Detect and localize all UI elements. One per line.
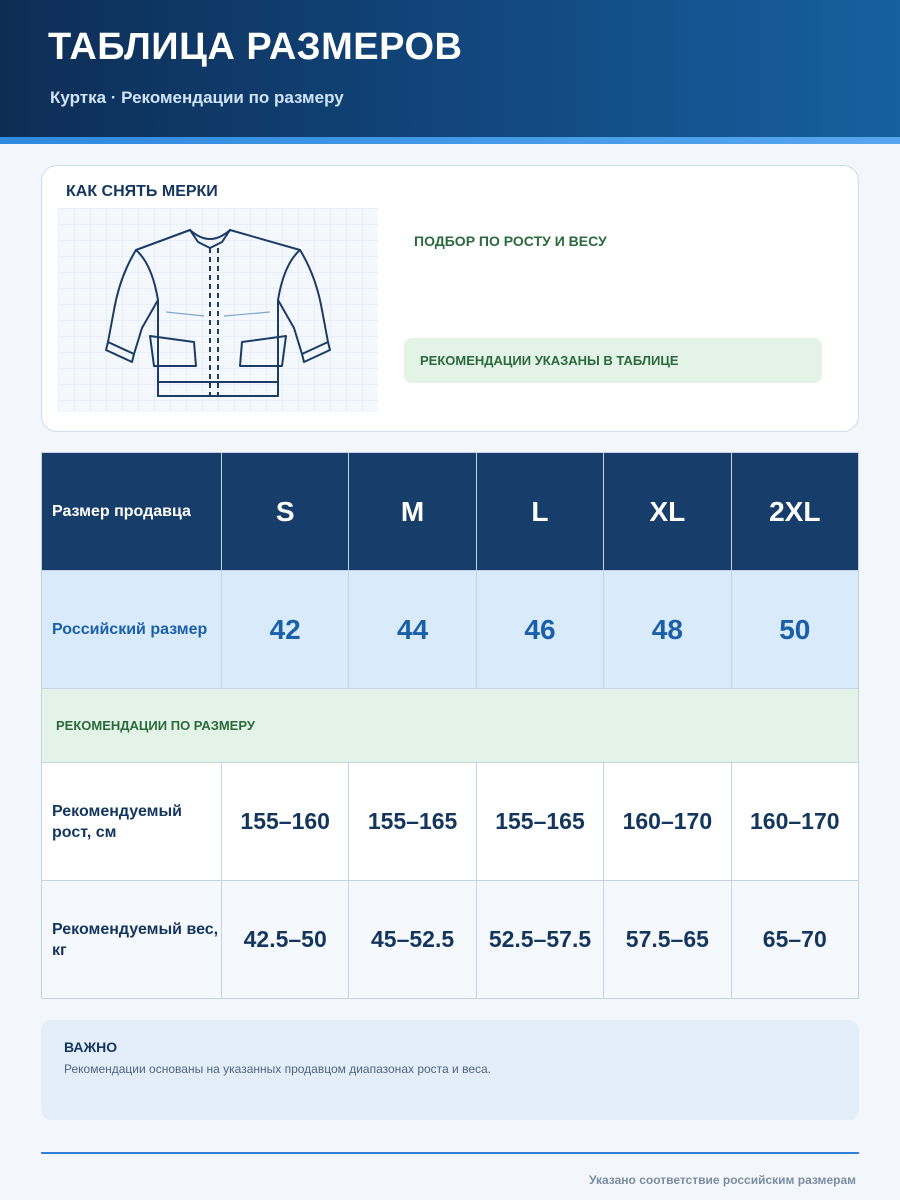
russian-size-cell: 48: [604, 571, 731, 689]
recommendation-badge-text: РЕКОМЕНДАЦИИ УКАЗАНЫ В ТАБЛИЦЕ: [420, 353, 679, 368]
height-cell: 160–170: [604, 763, 731, 881]
size-header-cell: XL: [604, 453, 731, 571]
weight-cell: 42.5–50: [222, 881, 349, 999]
important-note-title: ВАЖНО: [64, 1039, 118, 1055]
size-header-cell: L: [476, 453, 603, 571]
page-header: [0, 0, 900, 137]
important-note-text: Рекомендации основаны на указанных продавцом диапазонах роста и веса.: [64, 1062, 491, 1076]
size-header-cell: M: [349, 453, 476, 571]
measurement-heading: КАК СНЯТЬ МЕРКИ: [66, 183, 218, 200]
recommendation-badge: [404, 338, 822, 383]
russian-size-row: [42, 571, 859, 689]
footer-divider: [41, 1152, 859, 1154]
height-weight-pick-label: ПОДБОР ПО РОСТУ И ВЕСУ: [414, 233, 607, 249]
measurement-card: [41, 165, 859, 432]
seller-size-row: [42, 453, 859, 571]
recommendation-section-label: РЕКОМЕНДАЦИИ ПО РАЗМЕРУ: [42, 689, 859, 763]
page-subtitle: Куртка · Рекомендации по размеру: [50, 88, 344, 107]
height-cell: 155–165: [349, 763, 476, 881]
size-table: [41, 452, 859, 999]
russian-size-cell: 46: [476, 571, 603, 689]
weight-cell: 57.5–65: [604, 881, 731, 999]
height-cell: 160–170: [731, 763, 858, 881]
height-label: Рекомендуемый рост, см: [42, 763, 222, 881]
header-accent-stripe: [0, 137, 900, 144]
recommendation-section-row: [42, 689, 859, 763]
russian-size-cell: 42: [222, 571, 349, 689]
page-title: ТАБЛИЦА РАЗМЕРОВ: [48, 26, 463, 68]
size-header-cell: 2XL: [731, 453, 858, 571]
height-cell: 155–160: [222, 763, 349, 881]
russian-size-label: Российский размер: [42, 571, 222, 689]
important-note: [41, 1020, 859, 1120]
russian-size-cell: 44: [349, 571, 476, 689]
weight-cell: 65–70: [731, 881, 858, 999]
height-row: [42, 763, 859, 881]
jacket-sketch-icon: [58, 208, 378, 412]
height-cell: 155–165: [476, 763, 603, 881]
seller-size-label: Размер продавца: [42, 453, 222, 571]
footer-caption: Указано соответствие российским размерам: [588, 1173, 856, 1187]
russian-size-cell: 50: [731, 571, 858, 689]
size-header-cell: S: [222, 453, 349, 571]
weight-cell: 45–52.5: [349, 881, 476, 999]
weight-row: [42, 881, 859, 999]
weight-label: Рекомендуемый вес, кг: [42, 881, 222, 999]
weight-cell: 52.5–57.5: [476, 881, 603, 999]
